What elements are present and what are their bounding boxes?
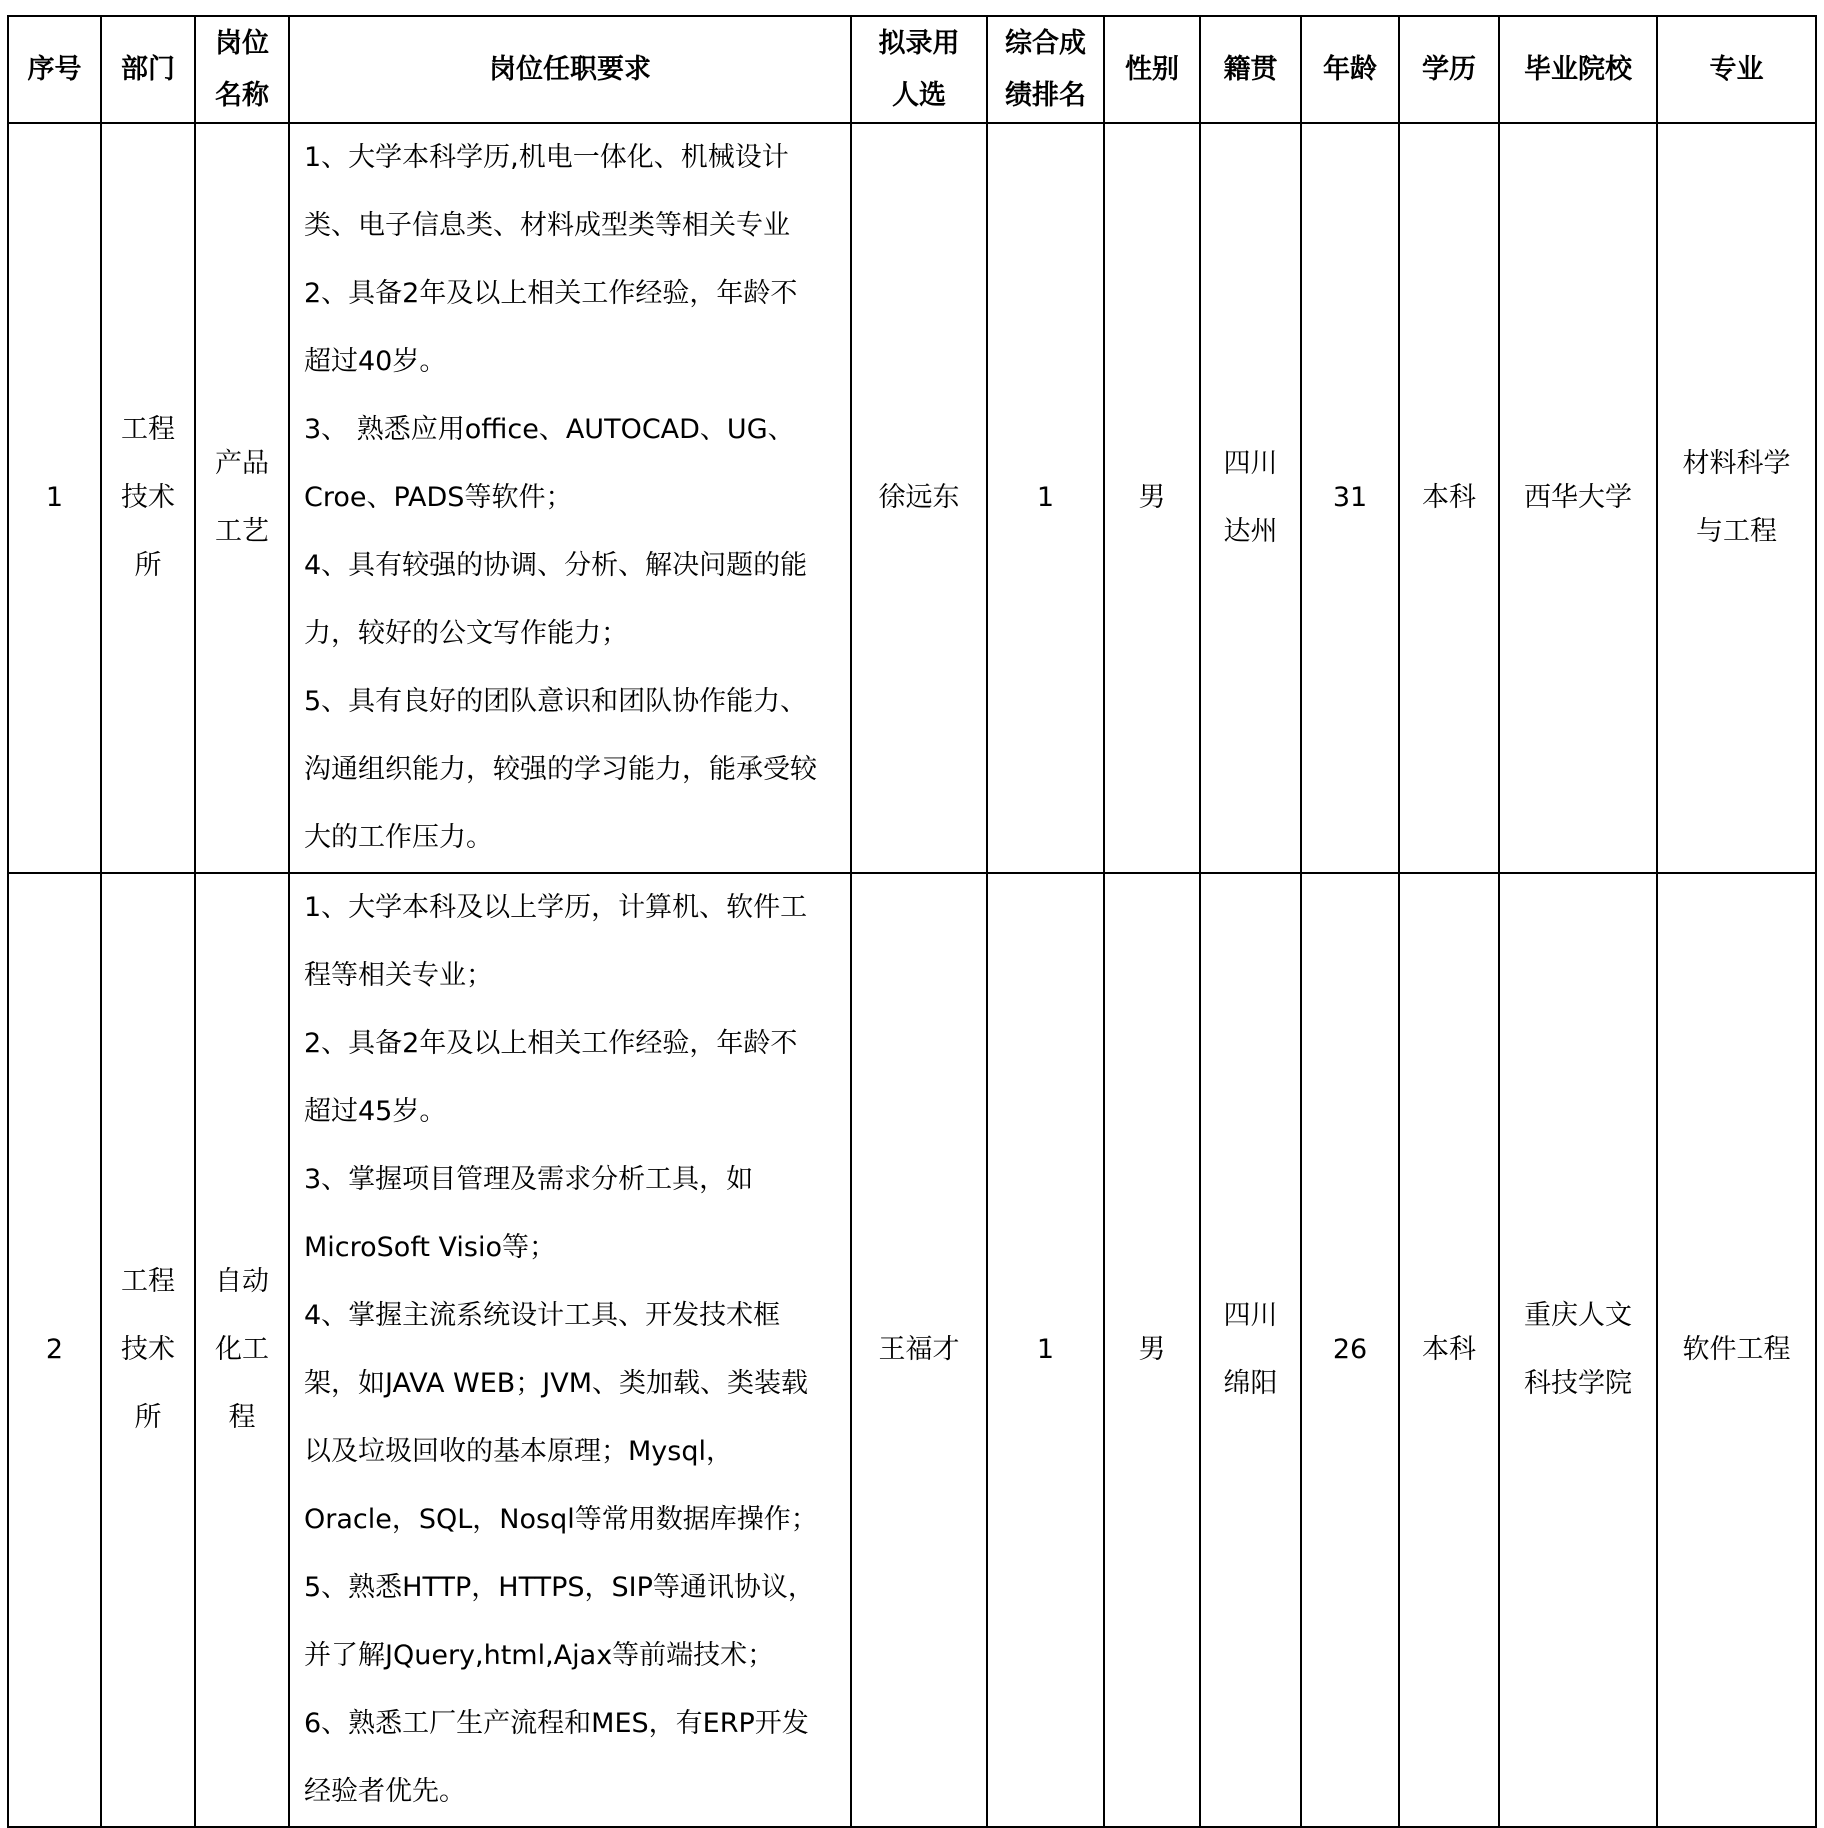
cell-line: 2、具备2年及以上相关工作经验，年龄不 — [304, 278, 798, 309]
header-origin — [1200, 16, 1301, 123]
cell-line: 超过40岁。 — [304, 346, 447, 377]
cell-dept — [101, 873, 195, 1827]
cell-line: 绵阳 — [1223, 1368, 1278, 1399]
cell-education: 本科 — [1399, 123, 1499, 873]
header-age — [1301, 16, 1399, 123]
cell-line: 部门 — [121, 53, 175, 85]
cell-line: 工艺 — [215, 516, 269, 547]
cell-line: 技术 — [121, 482, 175, 513]
cell-line: 自动 — [215, 1266, 269, 1297]
cell-line: 年龄 — [1323, 53, 1377, 85]
header-requirements — [289, 16, 851, 123]
cell-age: 31 — [1301, 123, 1399, 873]
header-dept — [101, 16, 195, 123]
cell-line: 达州 — [1223, 516, 1278, 547]
cell-line: 岗位 — [215, 27, 269, 59]
cell-origin — [1200, 873, 1301, 1827]
cell-line: 2、具备2年及以上相关工作经验，年龄不 — [304, 1028, 798, 1059]
cell-line: 5、熟悉HTTP，HTTPS，SIP等通讯协议， — [304, 1572, 815, 1603]
cell-major — [1657, 873, 1816, 1827]
cell-line: 四川 — [1223, 1300, 1278, 1331]
cell-position — [195, 123, 289, 873]
cell-line: 拟录用 — [878, 27, 960, 59]
cell-school — [1499, 123, 1657, 873]
cell-line: 产品 — [215, 448, 269, 479]
cell-line: 性别 — [1125, 53, 1179, 85]
header-candidate — [851, 16, 987, 123]
cell-line: 工程 — [121, 1266, 175, 1297]
cell-origin — [1200, 123, 1301, 873]
cell-candidate: 王福才 — [851, 873, 987, 1827]
recruitment-table — [7, 15, 1817, 1828]
cell-line: 西华大学 — [1524, 482, 1632, 513]
cell-line: 软件工程 — [1682, 1334, 1791, 1365]
table-row — [8, 123, 1816, 873]
header-position — [195, 16, 289, 123]
cell-line: 技术 — [121, 1334, 175, 1365]
header-gender — [1104, 16, 1200, 123]
cell-rank: 1 — [987, 123, 1104, 873]
cell-line: 专业 — [1709, 53, 1764, 85]
table-row — [8, 873, 1816, 1827]
cell-line: 科技学院 — [1524, 1368, 1632, 1399]
cell-line: 程 — [228, 1402, 256, 1433]
cell-line: Croe、PADS等软件； — [304, 482, 573, 513]
cell-line: 综合成 — [1005, 27, 1086, 59]
cell-age: 26 — [1301, 873, 1399, 1827]
cell-requirements — [289, 123, 851, 873]
cell-education: 本科 — [1399, 873, 1499, 1827]
cell-line: 架，如JAVA WEB；JVM、类加载、类装载 — [304, 1368, 809, 1399]
cell-line: 4、掌握主流系统设计工具、开发技术框 — [304, 1300, 781, 1331]
cell-line: 1、大学本科及以上学历，计算机、软件工 — [304, 892, 808, 923]
header-no — [8, 16, 101, 123]
cell-line: 绩排名 — [1005, 79, 1086, 111]
cell-line: 籍贯 — [1223, 53, 1278, 85]
cell-line: 3、 熟悉应用office、AUTOCAD、UG、 — [304, 414, 795, 445]
cell-gender: 男 — [1104, 873, 1200, 1827]
cell-line: 4、具有较强的协调、分析、解决问题的能 — [304, 550, 808, 581]
cell-line: 岗位任职要求 — [489, 53, 651, 85]
cell-line: 名称 — [215, 79, 269, 111]
cell-gender: 男 — [1104, 123, 1200, 873]
cell-line: 人选 — [892, 79, 946, 111]
cell-line: 经验者优先。 — [304, 1776, 466, 1807]
cell-rank: 1 — [987, 873, 1104, 1827]
cell-candidate: 徐远东 — [851, 123, 987, 873]
cell-line: 与工程 — [1696, 516, 1777, 547]
cell-line: 毕业院校 — [1524, 53, 1632, 85]
cell-line: 程等相关专业； — [304, 960, 493, 991]
cell-line: 序号 — [27, 53, 82, 85]
cell-line: 大的工作压力。 — [304, 822, 493, 853]
cell-line: 工程 — [121, 414, 175, 445]
cell-line: 化工 — [215, 1334, 269, 1365]
header-rank — [987, 16, 1104, 123]
cell-position — [195, 873, 289, 1827]
cell-line: 并了解JQuery,html,Ajax等前端技术； — [304, 1640, 775, 1671]
cell-dept — [101, 123, 195, 873]
cell-line: 3、掌握项目管理及需求分析工具，如 — [304, 1164, 754, 1195]
cell-requirements — [289, 873, 851, 1827]
cell-no: 2 — [8, 873, 101, 1827]
cell-line: 所 — [134, 1402, 162, 1433]
cell-line: 力，较好的公文写作能力； — [304, 618, 628, 649]
cell-school — [1499, 873, 1657, 1827]
cell-line: 学历 — [1422, 53, 1476, 85]
cell-line: 5、具有良好的团队意识和团队协作能力、 — [304, 686, 808, 717]
cell-line: 1、大学本科学历,机电一体化、机械设计 — [304, 142, 789, 173]
cell-line: 以及垃圾回收的基本原理；Mysql， — [304, 1436, 733, 1467]
cell-line: 所 — [134, 550, 162, 581]
cell-line: 沟通组织能力，较强的学习能力，能承受较 — [304, 754, 817, 785]
cell-no: 1 — [8, 123, 101, 873]
cell-line: MicroSoft Visio等； — [304, 1232, 556, 1263]
cell-line: 重庆人文 — [1524, 1300, 1632, 1331]
cell-line: 超过45岁。 — [304, 1096, 447, 1127]
header-row — [8, 16, 1816, 123]
cell-line: 材料科学 — [1682, 448, 1791, 479]
header-education — [1399, 16, 1499, 123]
header-school — [1499, 16, 1657, 123]
cell-line: 四川 — [1223, 448, 1278, 479]
cell-line: 类、电子信息类、材料成型类等相关专业 — [304, 210, 790, 241]
cell-major — [1657, 123, 1816, 873]
header-major — [1657, 16, 1816, 123]
cell-line: Oracle，SQL，Nosql等常用数据库操作； — [304, 1504, 818, 1535]
cell-line: 6、熟悉工厂生产流程和MES，有ERP开发 — [304, 1708, 809, 1739]
